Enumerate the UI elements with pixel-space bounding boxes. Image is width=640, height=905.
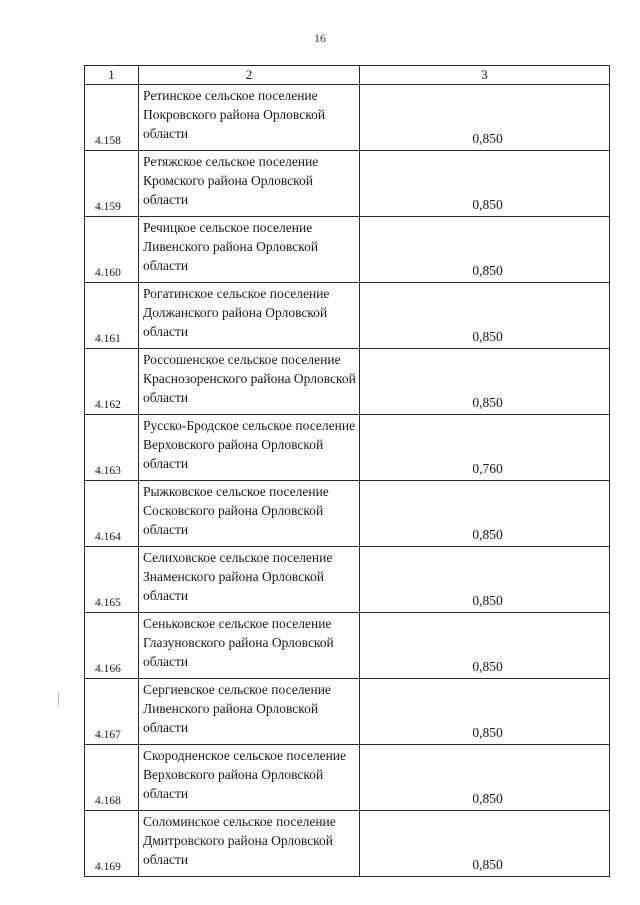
coefficient-value: 0,850: [472, 329, 503, 344]
table-row: [85, 85, 610, 151]
settlement-name: Ретинское сельское поселение Покровского района Орловской области: [139, 85, 360, 151]
coefficient-cell: [360, 283, 610, 349]
row-number: 4.168: [85, 745, 139, 811]
coefficient-value: 0,850: [472, 791, 503, 806]
coefficient-value: 0,850: [472, 857, 503, 872]
coefficients-table: [84, 65, 610, 877]
settlement-name: Рогатинское сельское поселение Должанского района Орловской области: [139, 283, 360, 349]
coefficient-cell: [360, 349, 610, 415]
table-row: [85, 415, 610, 481]
settlement-name: Речицкое сельское поселение Ливенского района Орловской области: [139, 217, 360, 283]
settlement-name: Селиховское сельское поселение Знаменского района Орловской области: [139, 547, 360, 613]
page-number: 16: [314, 31, 326, 45]
table-row: [85, 283, 610, 349]
row-number: 4.161: [85, 283, 139, 349]
coefficient-value: 0,850: [472, 527, 503, 542]
coefficient-value: 0,850: [472, 131, 503, 146]
table-row: [85, 679, 610, 745]
coefficient-value: 0,850: [472, 197, 503, 212]
coefficient-cell: [360, 679, 610, 745]
row-number: 4.163: [85, 415, 139, 481]
coefficient-cell: [360, 217, 610, 283]
settlement-name: Ретяжское сельское поселение Кромского района Орловской области: [139, 151, 360, 217]
row-number: 4.166: [85, 613, 139, 679]
row-number: 4.165: [85, 547, 139, 613]
settlement-name: Рыжковское сельское поселение Сосковского района Орловской области: [139, 481, 360, 547]
row-number: 4.167: [85, 679, 139, 745]
coefficient-value: 0,850: [472, 593, 503, 608]
table-row: [85, 481, 610, 547]
scan-margin-mark: [58, 692, 59, 706]
coefficient-cell: [360, 151, 610, 217]
column-header-1: 1: [85, 66, 139, 85]
coefficient-cell: [360, 481, 610, 547]
table-header-row: [85, 66, 610, 85]
coefficient-cell: [360, 415, 610, 481]
settlement-name: Россошенское сельское поселение Краснозоренского района Орловской области: [139, 349, 360, 415]
coefficient-value: 0,850: [472, 263, 503, 278]
column-header-2: 2: [139, 66, 360, 85]
settlement-name: Скородненское сельское поселение Верховского района Орловской области: [139, 745, 360, 811]
coefficient-value: 0,850: [472, 395, 503, 410]
coefficient-cell: [360, 745, 610, 811]
column-header-3: 3: [360, 66, 610, 85]
row-number: 4.162: [85, 349, 139, 415]
settlement-name: Сергиевское сельское поселение Ливенского района Орловской области: [139, 679, 360, 745]
table-row: [85, 547, 610, 613]
settlement-name: Русско-Бродское сельское поселение Верховского района Орловской области: [139, 415, 360, 481]
table-row: [85, 745, 610, 811]
table-row: [85, 349, 610, 415]
row-number: 4.159: [85, 151, 139, 217]
settlement-name: Соломинское сельское поселение Дмитровского района Орловской области: [139, 811, 360, 877]
coefficient-value: 0,850: [472, 659, 503, 674]
table-row: [85, 151, 610, 217]
table-row: [85, 217, 610, 283]
coefficient-cell: [360, 85, 610, 151]
coefficient-value: 0,760: [472, 461, 503, 476]
row-number: 4.169: [85, 811, 139, 877]
table-body: [85, 85, 610, 877]
coefficient-cell: [360, 811, 610, 877]
table-row: [85, 613, 610, 679]
settlement-name: Сеньковское сельское поселение Глазуновского района Орловской области: [139, 613, 360, 679]
coefficient-value: 0,850: [472, 725, 503, 740]
table-row: [85, 811, 610, 877]
row-number: 4.160: [85, 217, 139, 283]
coefficient-cell: [360, 613, 610, 679]
row-number: 4.164: [85, 481, 139, 547]
coefficient-cell: [360, 547, 610, 613]
row-number: 4.158: [85, 85, 139, 151]
